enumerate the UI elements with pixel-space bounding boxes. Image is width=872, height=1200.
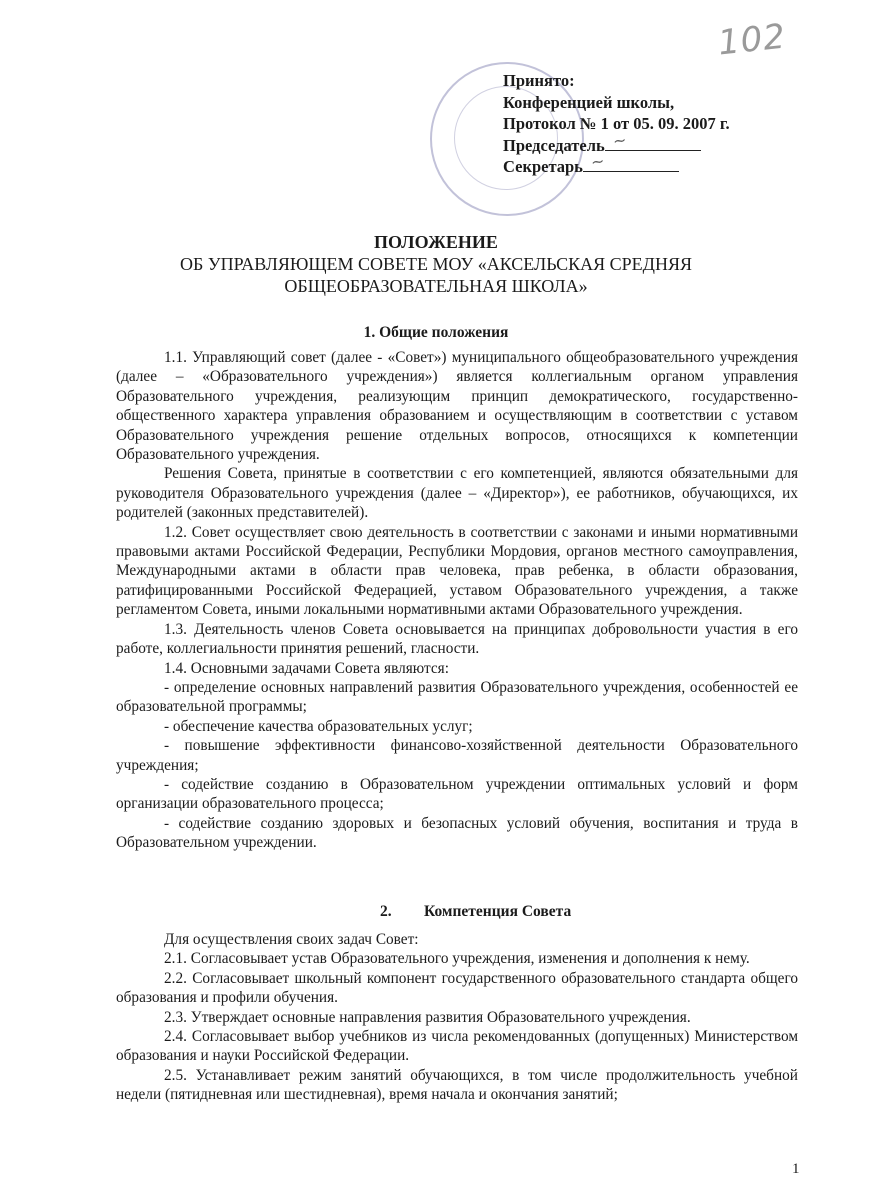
section-1-body bbox=[116, 348, 798, 853]
paragraph: 1.3. Деятельность членов Совета основывается на принципах добровольности участия в его работе, коллегиальности принятия решений, гласности. bbox=[116, 620, 798, 658]
page-number: 1 bbox=[792, 1161, 800, 1177]
paragraph: Для осуществления своих задач Совет: bbox=[164, 931, 419, 948]
list-item: - содействие созданию в Образовательном учреждении оптимальных условий и форм организации образовательного процесса; bbox=[116, 775, 798, 813]
paragraph: 2.4. Согласовывает выбор учебников из числа рекомендованных (допущенных) Министерством образования и науки Российской Федерации. bbox=[116, 1028, 798, 1065]
section-2-heading bbox=[380, 903, 571, 921]
secretary-signature-line bbox=[583, 151, 679, 172]
approval-block bbox=[503, 70, 730, 178]
subtitle-line-1: ОБ УПРАВЛЯЮЩЕМ СОВЕТЕ МОУ «АКСЕЛЬСКАЯ СРЕДНЯЯ bbox=[180, 254, 692, 274]
paragraph: 2.1. Согласовывает устав Образовательного учреждения, изменения и дополнения к нему. bbox=[164, 950, 750, 968]
chair-label: Председатель bbox=[503, 135, 605, 155]
list-item: - обеспечение качества образовательных услуг; bbox=[164, 717, 473, 735]
section-2-body bbox=[116, 930, 798, 1105]
paragraph: 2.2. Согласовывает школьный компонент государственного образовательного стандарта общего образования и профили обучения. bbox=[116, 969, 798, 1007]
document-title: ПОЛОЖЕНИЕ bbox=[374, 232, 498, 252]
paragraph: 2.5. Устанавливает режим занятий обучающихся, в том числе продолжительность учебной недели (пятидневная или шестидневная), время начала и окончания занятий; bbox=[116, 1066, 798, 1104]
secretary-label: Секретарь bbox=[503, 157, 583, 176]
paragraph: Решения Совета, принятые в соответствии с его компетенцией, являются обязательными для руководителя Образовательного учреждения (далее – «Директор»), ее работников, обучающихся, их родителей (законных представителей). bbox=[116, 465, 798, 522]
list-item: - определение основных направлений развития Образовательного учреждения, особенностей ее образовательной программы; bbox=[116, 678, 798, 716]
chair-signature: ~ bbox=[611, 129, 628, 151]
section-2-title: Компетенция Совета bbox=[424, 903, 572, 920]
chair-line bbox=[503, 129, 730, 157]
paragraph: 1.1. Управляющий совет (далее - «Совет») муниципального общеобразовательного учреждения (далее – «Образовательного учреждения») является коллегиальным органом управления Образовательного учреждения, реализующим принцип демократического, государственно-общественного характера управления образованием и осуществляющим в соответствии с уставом Образовательного учреждения решение отдельных вопросов, относящихся к компетенции Образовательного учреждения. bbox=[116, 349, 798, 464]
secretary-signature: ~ bbox=[589, 151, 606, 172]
approval-heading: Принято: bbox=[503, 71, 575, 90]
section-2-number: 2. bbox=[380, 903, 392, 920]
subtitle-line-2: ОБЩЕОБРАЗОВАТЕЛЬНАЯ ШКОЛА» bbox=[284, 276, 588, 296]
approval-line-2: Протокол № 1 от 05. 09. 2007 г. bbox=[503, 114, 730, 133]
paragraph: 1.4. Основными задачами Совета являются: bbox=[164, 659, 449, 677]
section-1-heading: 1. Общие положения bbox=[363, 324, 509, 341]
paragraph: 2.3. Утверждает основные направления развития Образовательного учреждения. bbox=[164, 1008, 691, 1026]
handwritten-mark: 102 bbox=[716, 16, 788, 64]
paragraph: 1.2. Совет осуществляет свою деятельность в соответствии с законами и иными нормативными правовыми актами Российской Федерации, Республики Мордовия, органов местного самоуправления, Международными актами в области прав человека, прав ребенка, в области образования, ратифицированными Российской Федерацией, уставом Образовательного учреждения, а также регламентом Совета, иными локальными нормативными актами Образовательного учреждения. bbox=[116, 523, 798, 619]
chair-signature-line bbox=[605, 129, 701, 151]
approval-line-1: Конференцией школы, bbox=[503, 92, 675, 112]
secretary-line bbox=[503, 151, 730, 178]
list-item: - содействие созданию здоровых и безопасных условий обучения, воспитания и труда в Образовательном учреждении. bbox=[116, 814, 798, 852]
document-subtitle bbox=[0, 253, 872, 297]
list-item: - повышение эффективности финансово-хозяйственной деятельности Образовательного учреждения; bbox=[116, 737, 798, 774]
